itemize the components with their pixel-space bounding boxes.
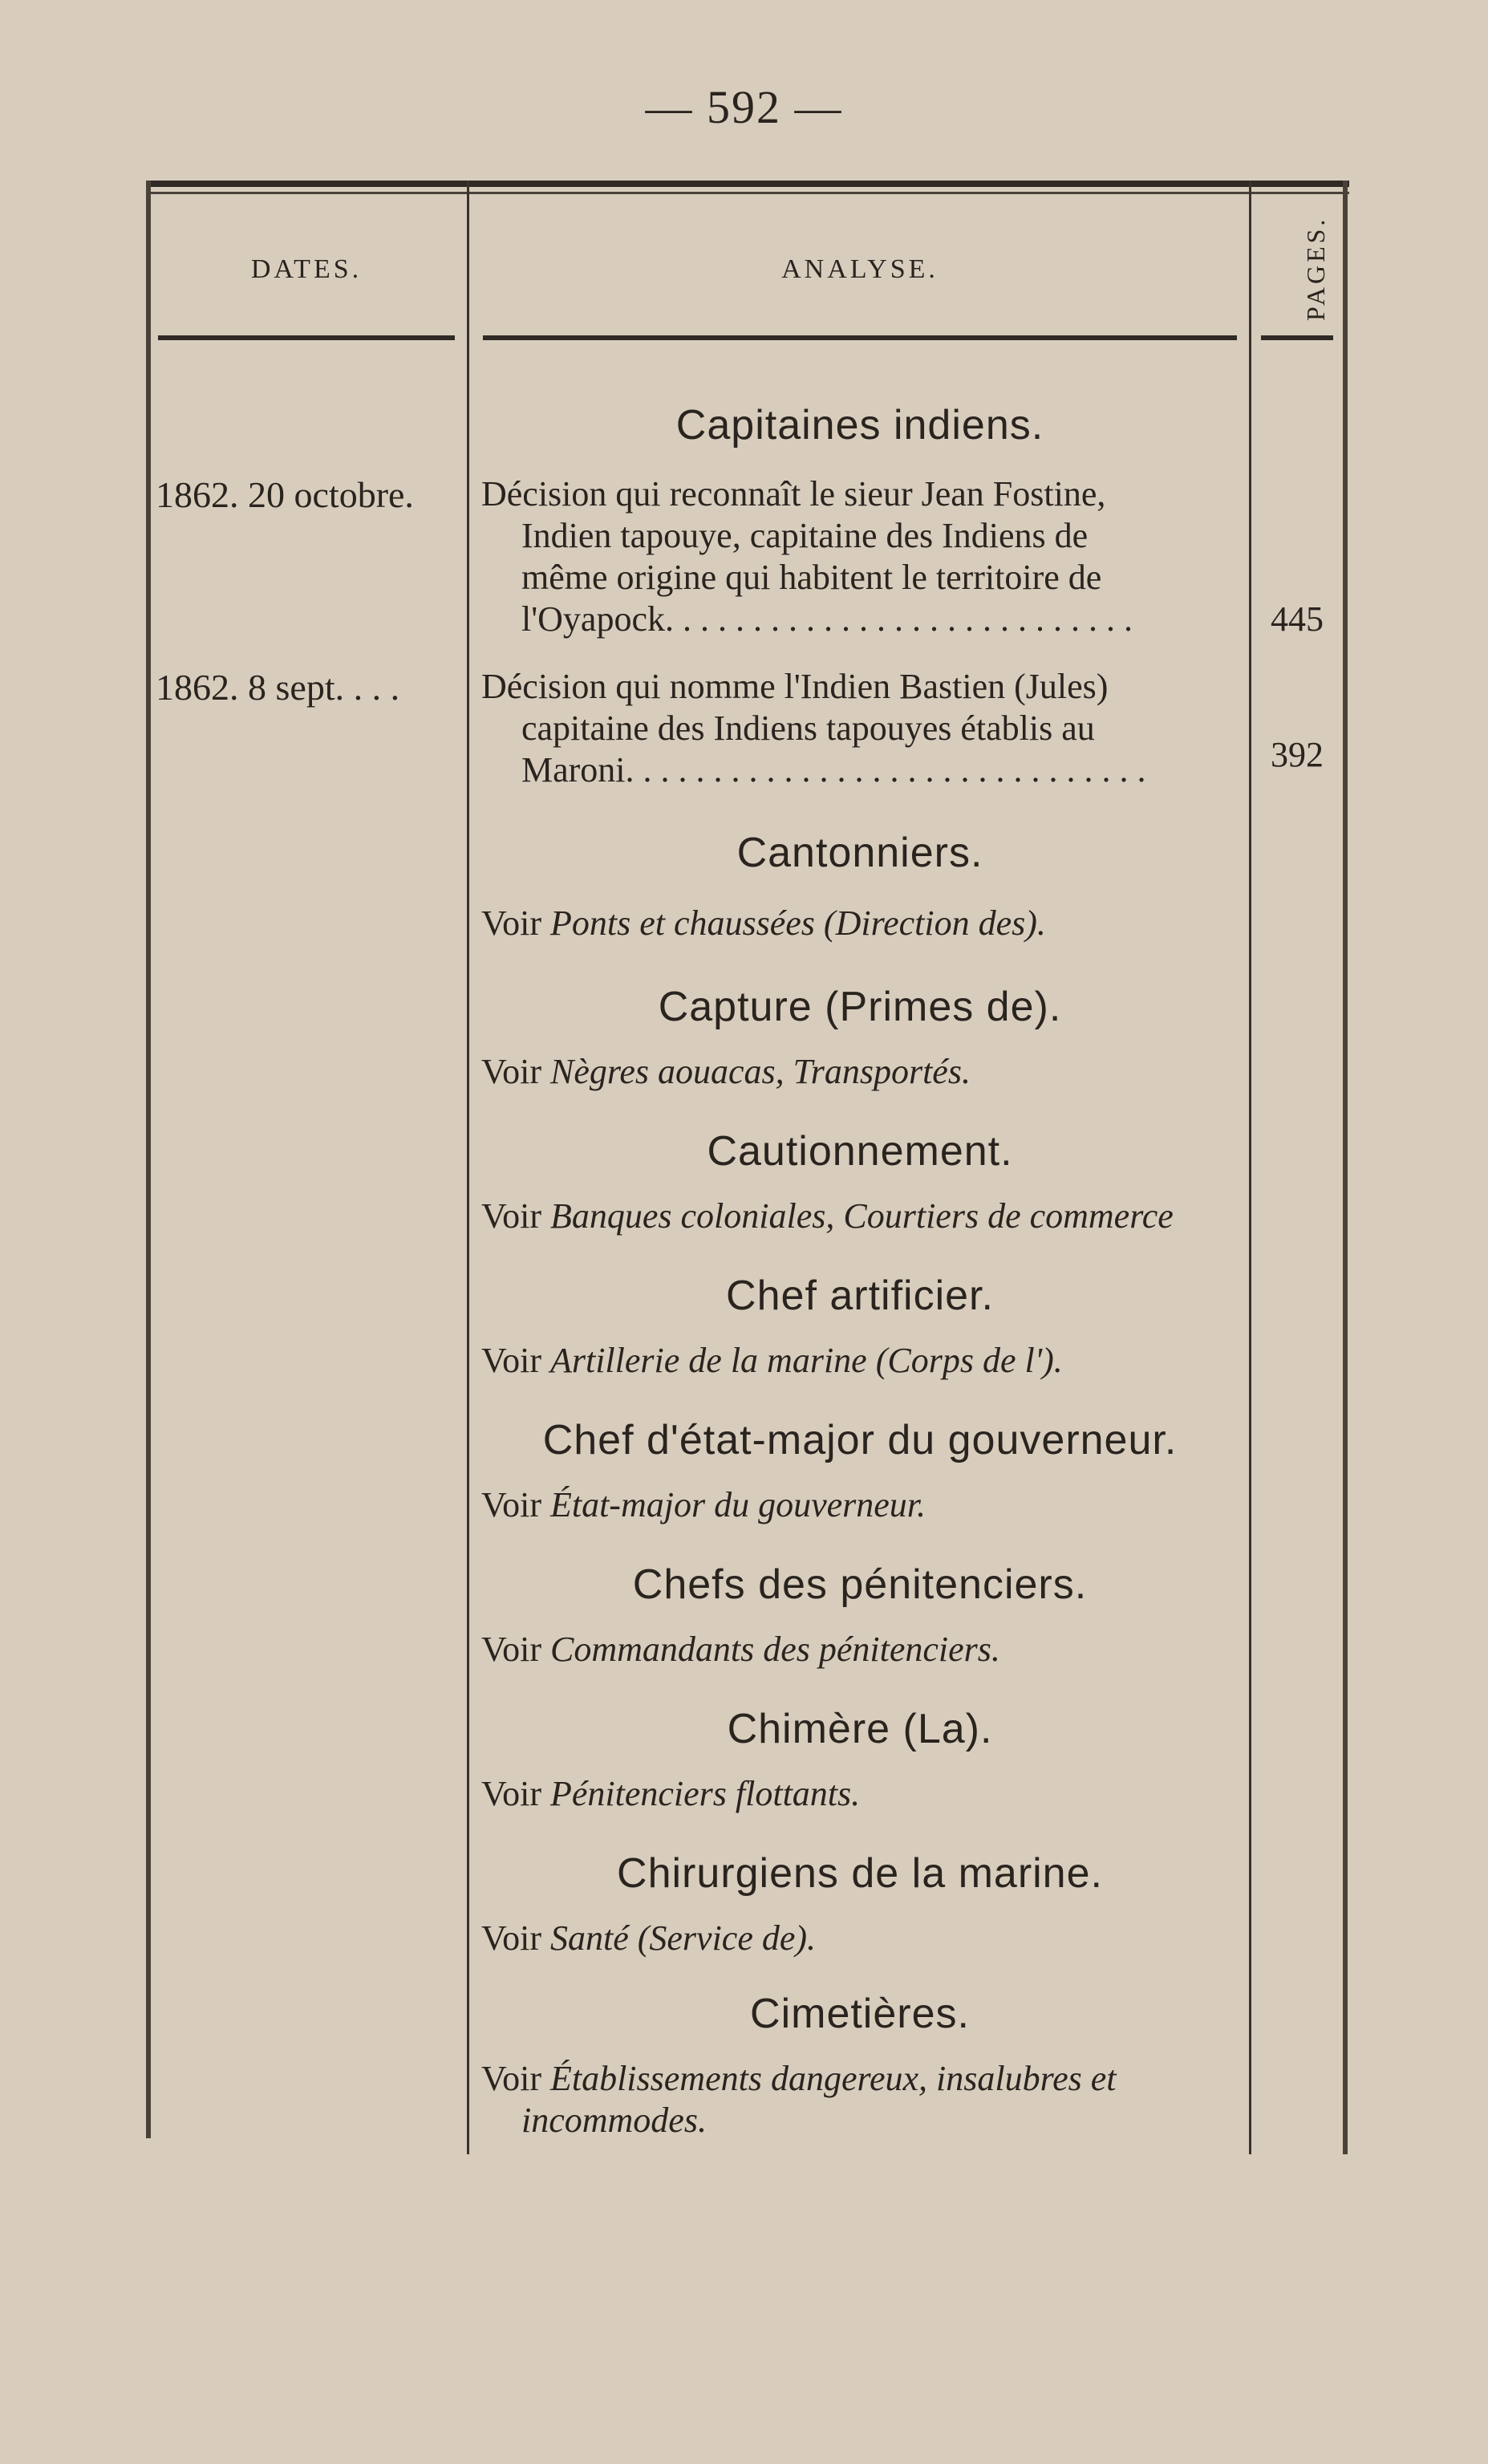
cross-reference bbox=[481, 1340, 1243, 1382]
cross-reference bbox=[481, 1918, 1243, 1959]
voir-reference: Pénitenciers flottants. bbox=[549, 1774, 861, 1813]
voir-word: Voir bbox=[481, 2059, 541, 2098]
section-heading: Chef artificier. bbox=[726, 1273, 994, 1319]
voir-word: Voir bbox=[481, 1918, 541, 1958]
voir-word: Voir bbox=[481, 1630, 541, 1669]
entry-date: 1862. 20 octobre. bbox=[156, 474, 414, 515]
voir-reference: Ponts et chaussées (Direction des). bbox=[549, 903, 1046, 943]
cross-reference bbox=[481, 1629, 1243, 1670]
voir-reference-continued: incommodes. bbox=[521, 2101, 707, 2140]
cross-reference bbox=[481, 2058, 1243, 2141]
entry-line: Décision qui nomme l'Indien Bastien (Jules) bbox=[481, 667, 1109, 706]
column-header-dates: DATES. bbox=[250, 254, 363, 284]
entry-line: Indien tapouye, capitaine des Indiens de bbox=[521, 516, 1089, 555]
page-number: — 592 — bbox=[645, 81, 843, 133]
top-rule-thin bbox=[146, 192, 1349, 194]
entry-analysis bbox=[481, 473, 1239, 640]
voir-word: Voir bbox=[481, 1485, 541, 1524]
entry-line: même origine qui habitent le territoire de bbox=[521, 558, 1102, 597]
section-heading: Capitaines indiens. bbox=[675, 402, 1044, 449]
cross-reference bbox=[481, 1051, 1243, 1093]
voir-word: Voir bbox=[481, 903, 541, 943]
section-heading: Cantonniers. bbox=[736, 830, 983, 876]
header-rule-analyse bbox=[483, 335, 1237, 340]
voir-word: Voir bbox=[481, 1341, 541, 1380]
top-rule bbox=[146, 181, 1349, 187]
section-heading: Cimetières. bbox=[750, 1991, 970, 2037]
voir-reference: Banques coloniales, Courtiers de commerce bbox=[549, 1196, 1174, 1236]
column-divider-pages bbox=[1249, 181, 1251, 2154]
entry-page: 445 bbox=[1271, 599, 1324, 639]
section-heading: Chefs des pénitenciers. bbox=[632, 1561, 1088, 1608]
section-heading: Cautionnement. bbox=[707, 1128, 1013, 1175]
voir-reference: Santé (Service de). bbox=[549, 1918, 817, 1958]
section-heading: Chef d'état-major du gouverneur. bbox=[542, 1417, 1178, 1463]
entry-page: 392 bbox=[1271, 735, 1324, 774]
column-header-pages: PAGES. bbox=[1301, 216, 1330, 322]
entry-line: Décision qui reconnaît le sieur Jean Fostine, bbox=[481, 474, 1106, 514]
voir-reference: Artillerie de la marine (Corps de l'). bbox=[549, 1341, 1063, 1380]
right-border bbox=[1343, 181, 1348, 2154]
voir-reference: Commandants des pénitenciers. bbox=[549, 1630, 1000, 1669]
header-rule-dates bbox=[158, 335, 455, 340]
index-table bbox=[146, 181, 1349, 2162]
cross-reference bbox=[481, 1195, 1243, 1237]
voir-word: Voir bbox=[481, 1774, 541, 1813]
voir-reference: Établissements dangereux, insalubres et bbox=[549, 2059, 1117, 2098]
cross-reference bbox=[481, 1773, 1243, 1815]
voir-reference: État-major du gouverneur. bbox=[549, 1485, 926, 1524]
cross-reference bbox=[481, 903, 1243, 944]
section-heading: Chirurgiens de la marine. bbox=[617, 1850, 1103, 1897]
voir-word: Voir bbox=[481, 1052, 541, 1091]
entry-line: Maroni. . . . . . . . . . . . . . . . . . . . . . . . . . . . . . bbox=[521, 750, 1146, 790]
left-border bbox=[146, 181, 151, 2138]
entry-line: l'Oyapock. . . . . . . . . . . . . . . . . . . . . . . . . . . bbox=[521, 599, 1133, 639]
section-heading: Capture (Primes de). bbox=[658, 984, 1062, 1030]
header-rule-pages bbox=[1261, 335, 1333, 340]
section-heading: Chimère (La). bbox=[727, 1706, 993, 1752]
voir-reference: Nègres aouacas, Transportés. bbox=[549, 1052, 971, 1091]
entry-date: 1862. 8 sept. . . . bbox=[156, 667, 400, 708]
column-header-analyse: ANALYSE. bbox=[781, 254, 939, 284]
entry-line: capitaine des Indiens tapouyes établis au bbox=[521, 708, 1095, 748]
cross-reference bbox=[481, 1484, 1243, 1526]
voir-word: Voir bbox=[481, 1196, 541, 1236]
entry-analysis bbox=[481, 666, 1239, 791]
